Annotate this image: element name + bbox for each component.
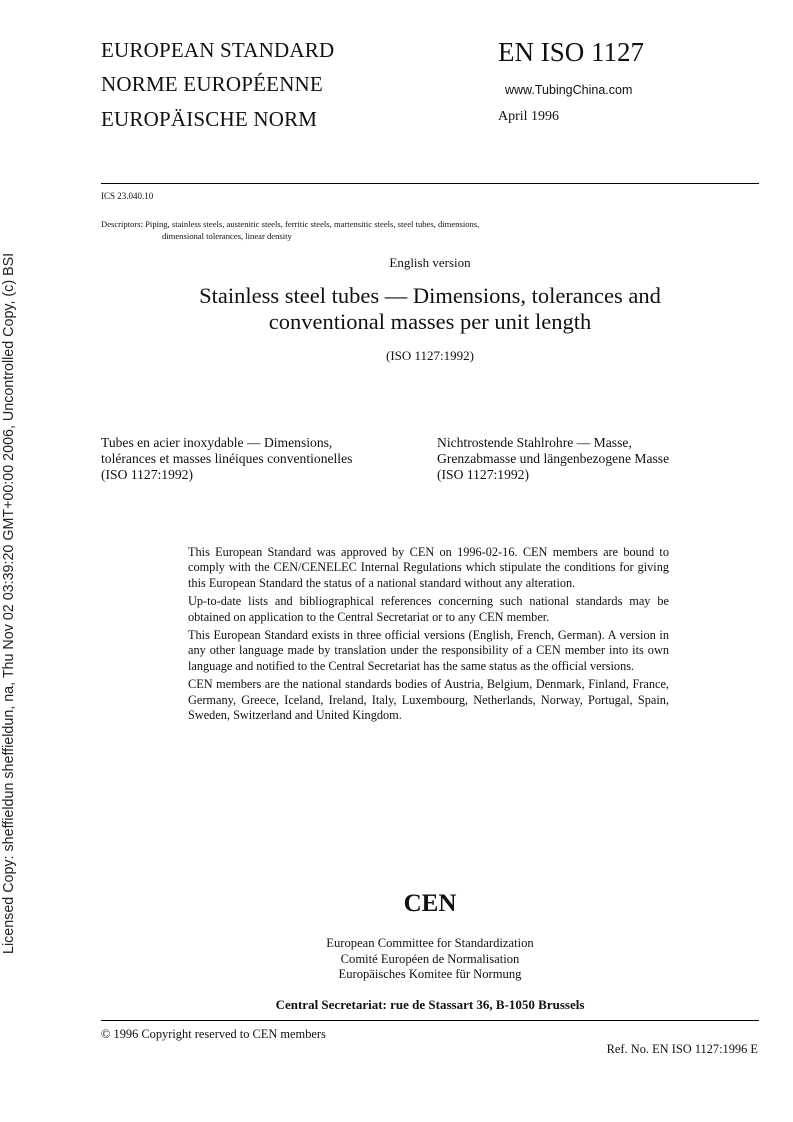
french-title-line1: Tubes en acier inoxydable — Dimensions, [101, 435, 333, 450]
approval-notice [188, 545, 669, 726]
french-title [101, 435, 431, 483]
publication-date: April 1996 [498, 109, 560, 124]
document-title-line2: conventional masses per unit length [268, 309, 592, 334]
standard-number: EN ISO 1127 [498, 37, 644, 67]
german-title-line3: (ISO 1127:1992) [437, 467, 530, 482]
descriptors-line1: Descriptors: Piping, stainless steels, austenitic steels, ferritic steels, martensitic steels, steel tubes, dimensions, [101, 219, 480, 229]
cen-logo: CEN [403, 890, 457, 917]
header-name-fr: NORME EUROPÉENNE [101, 72, 323, 96]
header-name-en: EUROPEAN STANDARD [101, 38, 335, 62]
committee-name-fr: Comité Européen de Normalisation [340, 951, 520, 966]
central-secretariat-address: Central Secretariat: rue de Stassart 36, B-1050 Brussels [275, 997, 585, 1012]
ics-code: ICS 23.040.10 [101, 191, 154, 201]
committee-name-de: Europäisches Komitee für Normung [338, 967, 522, 981]
version-label: English version [389, 255, 471, 270]
references-paragraph: Up-to-date lists and bibliographical references concerning such national standards may be obtained on application to the Central Secretariat or to any CEN member. [188, 594, 669, 624]
reference-number: Ref. No. EN ISO 1127:1996 E [606, 1042, 758, 1056]
iso-reference: (ISO 1127:1992) [386, 348, 474, 363]
french-title-line2: tolérances et masses linéiques conventionelles [101, 451, 353, 466]
german-title-line1: Nichtrostende Stahlrohre — Masse, [437, 435, 632, 450]
members-paragraph: CEN members are the national standards bodies of Austria, Belgium, Denmark, Finland, France, Germany, Greece, Iceland, Ireland, Italy, Luxembourg, Netherlands, Norway, Portugal, Spain, Sweden, Switzerland and United Kingdom. [188, 677, 669, 723]
header-divider [101, 183, 759, 184]
document-title-line1: Stainless steel tubes — Dimensions, tolerances and [199, 283, 661, 308]
committee-name-en: European Committee for Standardization [326, 936, 534, 950]
versions-paragraph: This European Standard exists in three official versions (English, French, German). A version in any other language made by translation under the responsibility of a CEN member into its own language and notified to the Central Secretariat has the same status as the official versions. [188, 628, 669, 673]
footer-divider [101, 1020, 759, 1021]
german-title [437, 435, 757, 483]
header-name-de: EUROPÄISCHE NORM [101, 107, 318, 131]
license-watermark: Licensed Copy: sheffieldun sheffieldun, na, Thu Nov 02 03:39:20 GMT+00:00 2006, Uncontrolled Copy, (c) BSI [1, 252, 17, 954]
approval-paragraph: This European Standard was approved by CEN on 1996-02-16. CEN members are bound to comply with the CEN/CENELEC Internal Regulations which stipulate the conditions for giving this European Standard the status of a national standard without any alteration. [188, 545, 669, 590]
website-link[interactable]: www.TubingChina.com [505, 83, 633, 97]
descriptors-line2: dimensional tolerances, linear density [162, 231, 292, 241]
german-title-line2: Grenzabmasse und längenbezogene Masse [437, 451, 670, 466]
french-title-line3: (ISO 1127:1992) [101, 467, 194, 482]
cen-committee-names [101, 936, 759, 983]
copyright-notice: © 1996 Copyright reserved to CEN members [101, 1027, 326, 1041]
